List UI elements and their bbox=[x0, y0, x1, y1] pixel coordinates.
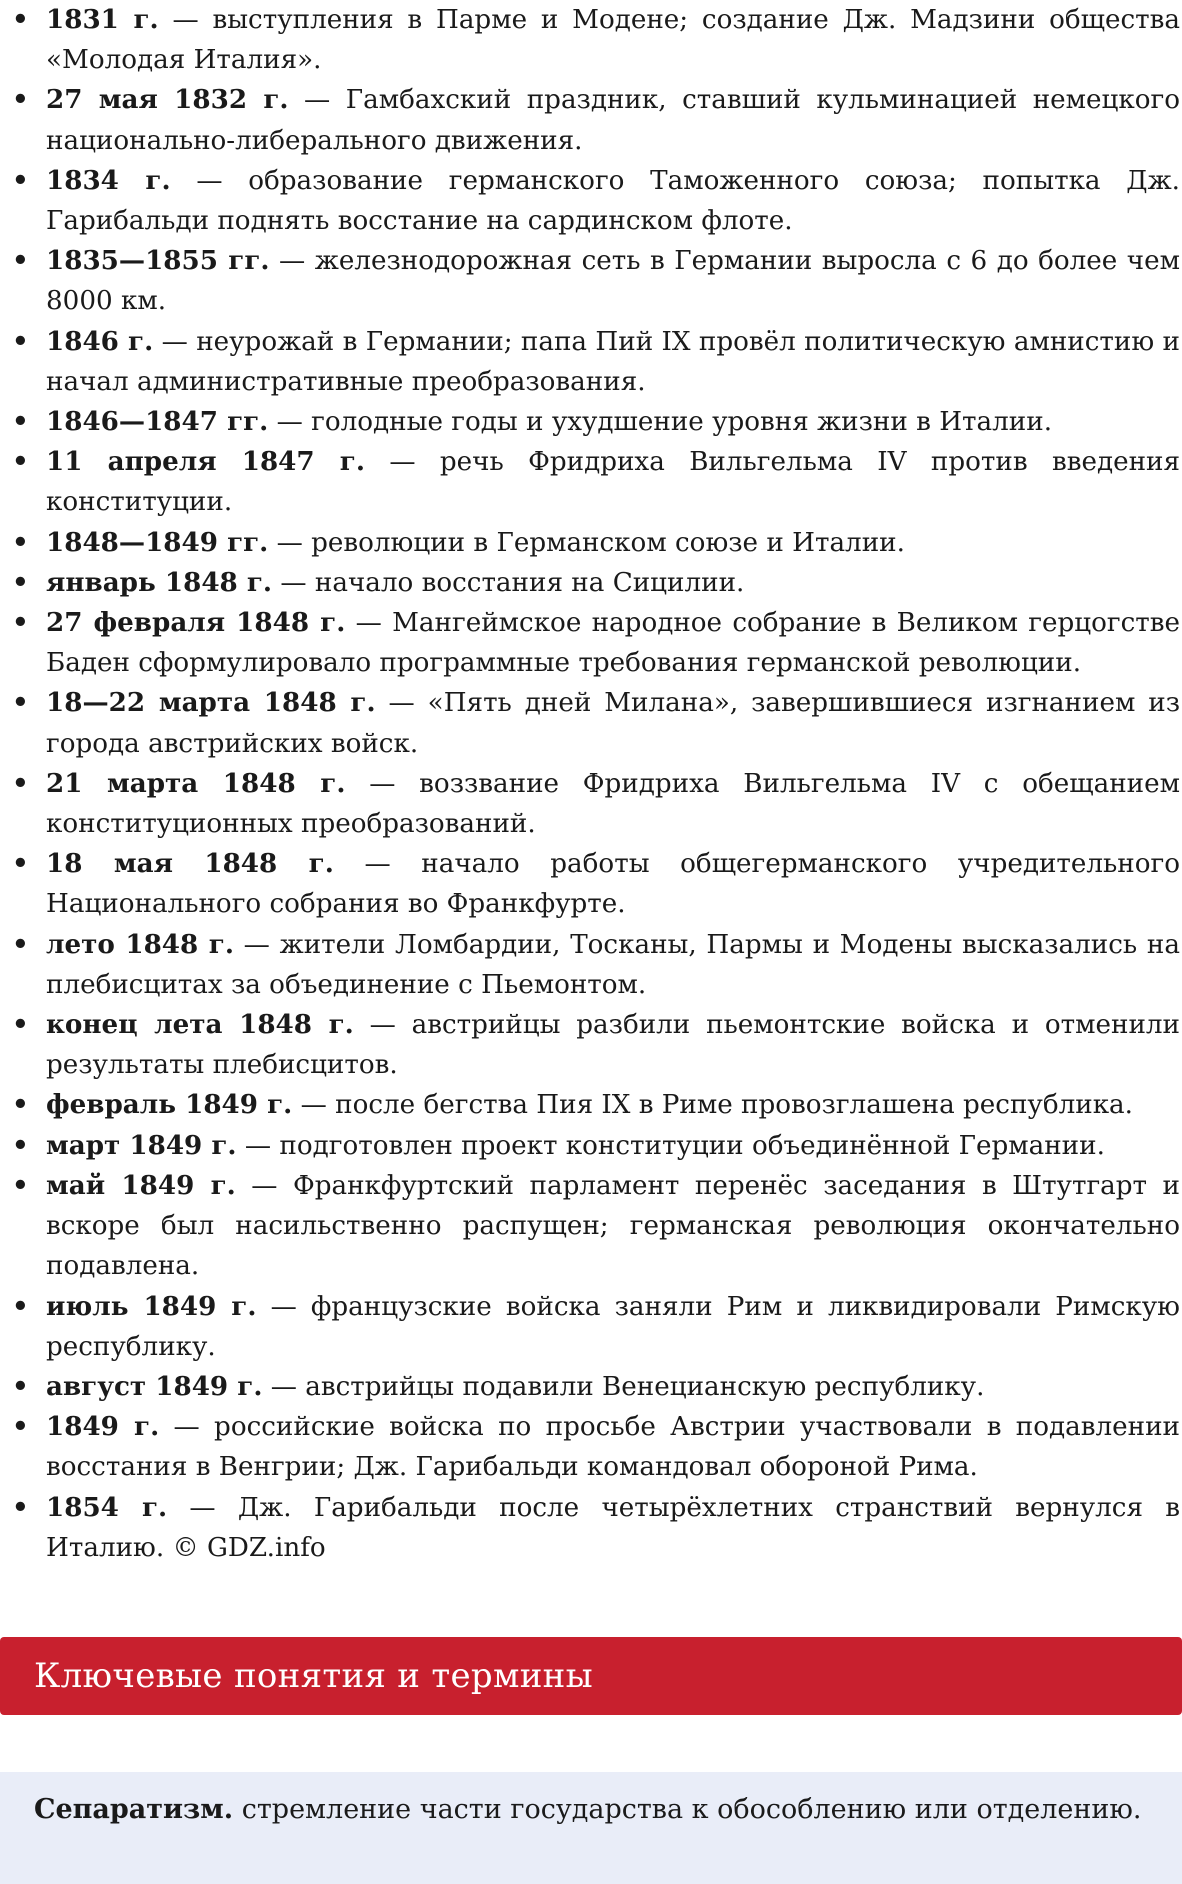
list-item bbox=[12, 764, 1180, 844]
event-description: — российские войска по просьбе Австрии участвовали в подавлении восстания в Венгрии; Дж. Гарибальди командовал обороной Рима. bbox=[46, 1412, 1180, 1483]
event-description: — речь Фридриха Вильгельма IV против введения конституции. bbox=[46, 447, 1180, 518]
event-date: 18 мая 1848 г. bbox=[46, 848, 334, 880]
list-item bbox=[12, 925, 1180, 1005]
list-item bbox=[12, 523, 1180, 563]
list-item bbox=[12, 442, 1180, 522]
bullet-icon: • bbox=[12, 526, 29, 558]
list-item bbox=[12, 241, 1180, 321]
event-description: — начало восстания на Сицилии. bbox=[272, 567, 745, 598]
event-date: 11 апреля 1847 г. bbox=[46, 446, 365, 478]
bullet-icon: • bbox=[12, 406, 29, 438]
event-description: — Гамбахский праздник, ставший кульминацией немецкого национально-либерального движения. bbox=[46, 85, 1181, 156]
bullet-icon: • bbox=[12, 928, 29, 960]
event-date: 1854 г. bbox=[46, 1491, 168, 1523]
bullet-icon: • bbox=[12, 245, 29, 277]
event-description: — воззвание Фридриха Вильгельма IV с обещанием конституционных преобразований. bbox=[46, 768, 1180, 840]
event-date: 1831 г. bbox=[46, 4, 159, 35]
bullet-icon: • bbox=[12, 607, 29, 639]
event-date: 1846 г. bbox=[46, 325, 154, 357]
event-date: 1848—1849 гг. bbox=[46, 526, 269, 558]
event-date: лето 1848 г. bbox=[46, 928, 234, 960]
event-description: — подготовлен проект конституции объединённой Германии. bbox=[236, 1130, 1105, 1161]
event-description: — железнодорожная сеть в Германии выросла с 6 до более чем 8000 км. bbox=[46, 246, 1180, 317]
term-name: Сепаратизм. bbox=[34, 1794, 234, 1825]
list-item bbox=[12, 1126, 1180, 1166]
bullet-icon: • bbox=[12, 325, 29, 357]
bullet-icon: • bbox=[12, 446, 29, 478]
bullet-icon: • bbox=[12, 4, 29, 35]
event-description: — начало работы общегерманского учредительного Национального собрания во Франкфурте. bbox=[46, 849, 1181, 920]
list-item bbox=[12, 161, 1180, 241]
event-date: 1834 г. bbox=[46, 164, 171, 196]
bullet-icon: • bbox=[12, 1009, 29, 1041]
event-date: 1849 г. bbox=[46, 1411, 160, 1443]
event-description: — французские войска заняли Рим и ликвидировали Римскую республику. bbox=[46, 1291, 1180, 1362]
event-description: — революции в Германском союзе и Италии. bbox=[268, 527, 905, 558]
bullet-icon: • bbox=[12, 1290, 29, 1322]
section-title: Ключевые понятия и термины bbox=[34, 1656, 594, 1696]
list-item bbox=[12, 683, 1180, 763]
event-date: март 1849 г. bbox=[46, 1129, 237, 1161]
bullet-icon: • bbox=[12, 1129, 29, 1161]
bullet-icon: • bbox=[12, 767, 29, 799]
event-description: — голодные годы и ухудшение уровня жизни в Италии. bbox=[268, 407, 1053, 438]
event-description: — «Пять дней Милана», завершившиеся изгнанием из города австрийских войск. bbox=[46, 688, 1180, 759]
term-definition: стремление части государства к обособлению или отделению. bbox=[233, 1794, 1142, 1825]
list-item bbox=[12, 322, 1180, 402]
list-item bbox=[12, 0, 1180, 80]
list-item bbox=[12, 402, 1180, 442]
list-item bbox=[12, 80, 1180, 160]
bullet-icon: • bbox=[12, 848, 29, 880]
event-description: — Франкфуртский парламент перенёс заседания в Штутгарт и вскоре был насильственно распущен; германская революция окончательно подавлена. bbox=[46, 1170, 1180, 1282]
event-date: май 1849 г. bbox=[46, 1169, 236, 1201]
event-date: 27 мая 1832 г. bbox=[46, 84, 289, 116]
event-description: — после бегства Пия IX в Риме провозглашена республика. bbox=[292, 1090, 1133, 1121]
event-date: 21 марта 1848 г. bbox=[46, 767, 346, 799]
list-item bbox=[12, 1367, 1180, 1407]
event-description: — жители Ломбардии, Тосканы, Пармы и Модены высказались на плебисцитах за объединение с Пьемонтом. bbox=[46, 929, 1180, 1000]
section-header bbox=[0, 1637, 1182, 1715]
event-description: — австрийцы разбили пьемонтские войска и отменили результаты плебисцитов. bbox=[46, 1010, 1180, 1081]
list-item bbox=[12, 1166, 1180, 1287]
event-description: — неурожай в Германии; папа Пий IX провёл политическую амнистию и начал административные преобразования. bbox=[46, 326, 1180, 397]
event-description: — образование германского Таможенного союза; попытка Дж. Гарибальди поднять восстание на сардинском флоте. bbox=[46, 165, 1180, 237]
event-date: 1835—1855 гг. bbox=[46, 245, 270, 277]
list-item bbox=[12, 1005, 1180, 1085]
list-item bbox=[12, 844, 1180, 924]
bullet-icon: • bbox=[12, 1169, 29, 1201]
list-item bbox=[12, 563, 1180, 603]
event-date: 18—22 марта 1848 г. bbox=[46, 687, 376, 719]
event-date: январь 1848 г. bbox=[46, 566, 273, 598]
event-date: август 1849 г. bbox=[46, 1370, 263, 1402]
event-description: — Дж. Гарибальди после четырёхлетних странствий вернулся в Италию. © GDZ.info bbox=[46, 1492, 1180, 1563]
bullet-icon: • bbox=[12, 84, 29, 116]
bullet-icon: • bbox=[12, 687, 29, 719]
event-description: — австрийцы подавили Венецианскую республику. bbox=[262, 1371, 985, 1402]
bullet-icon: • bbox=[12, 164, 29, 196]
bullet-icon: • bbox=[12, 1491, 29, 1523]
event-date: конец лета 1848 г. bbox=[46, 1009, 354, 1041]
list-item bbox=[12, 1407, 1180, 1487]
event-date: февраль 1849 г. bbox=[46, 1089, 293, 1121]
bullet-icon: • bbox=[12, 1411, 29, 1443]
bullet-icon: • bbox=[12, 1370, 29, 1402]
list-item bbox=[12, 1287, 1180, 1367]
bullet-icon: • bbox=[12, 566, 29, 598]
bullet-icon: • bbox=[12, 1089, 29, 1121]
list-item bbox=[12, 1488, 1180, 1568]
chronology-list bbox=[12, 0, 1180, 1568]
list-item bbox=[12, 1085, 1180, 1125]
event-description: — Мангеймское народное собрание в Великом герцогстве Баден сформулировало программные требования германской революции. bbox=[46, 608, 1180, 679]
event-description: — выступления в Парме и Модене; создание Дж. Мадзини общества «Молодая Италия». bbox=[46, 5, 1180, 76]
event-date: 1846—1847 гг. bbox=[46, 406, 269, 438]
event-date: 27 февраля 1848 г. bbox=[46, 607, 346, 639]
event-date: июль 1849 г. bbox=[46, 1290, 257, 1322]
list-item bbox=[12, 603, 1180, 683]
term-definition-box bbox=[0, 1772, 1182, 1884]
